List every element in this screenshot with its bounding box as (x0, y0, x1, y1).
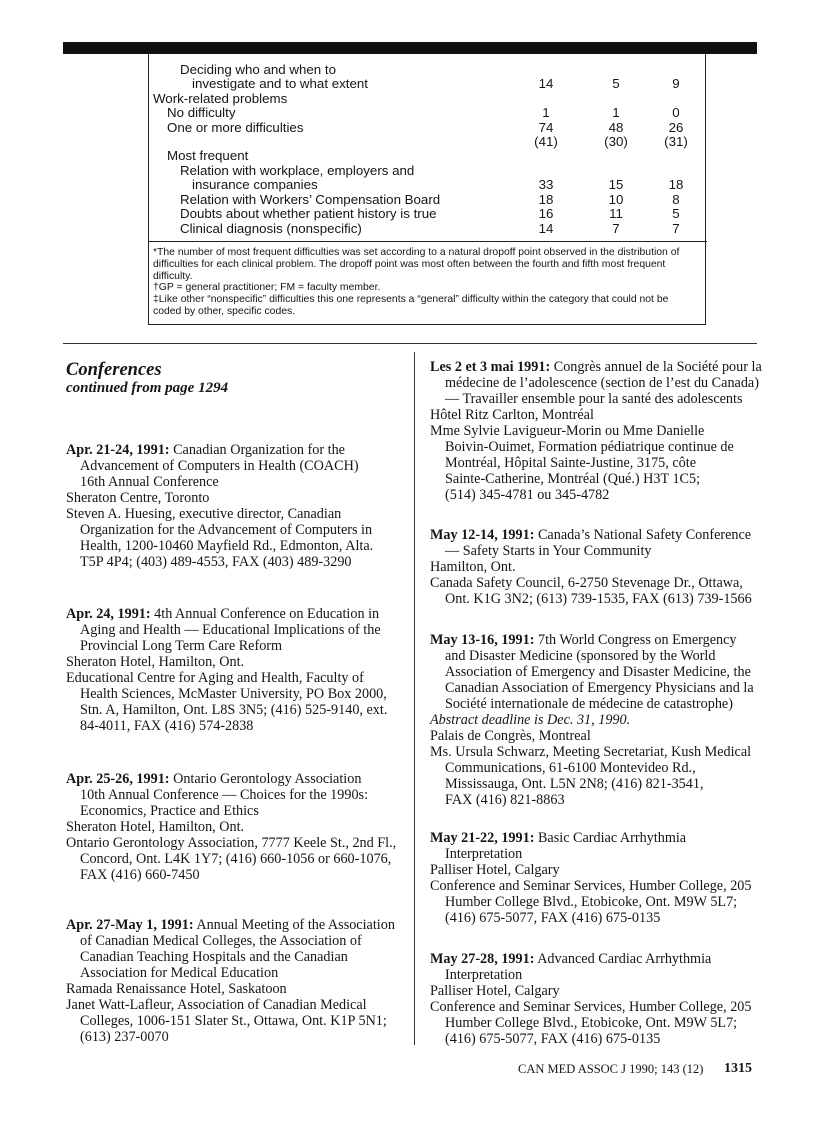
row-label: No difficulty (167, 105, 236, 121)
table-footnotes (153, 247, 679, 318)
conference-contact-line: 84-4011, FAX (416) 574-2838 (80, 718, 254, 734)
conference-title-line (430, 632, 754, 648)
value-col-2: 11 (609, 206, 623, 222)
row-label: investigate and to what extent (192, 76, 368, 92)
row-label: Relation with Workers’ Compensation Board (180, 191, 441, 207)
conference-contact-line: FAX (416) 660-7450 (80, 867, 200, 883)
table-row (0, 164, 816, 178)
conference-date: May 27-28, 1991: (430, 951, 535, 967)
footnote: ‡Like other “nonspecific” difficulties this one represents a “general” difficulty within the category that could not be (153, 294, 669, 306)
conference-title-line: Advancement of Computers in Health (COACH) (80, 458, 359, 474)
conference-title-line (66, 917, 395, 933)
conference-date: May 21-22, 1991: (430, 830, 535, 846)
conference-contact-line: Conference and Seminar Services, Humber College, 205 (430, 878, 752, 894)
conference-title-line: Interpretation (445, 846, 523, 862)
conference-contact-line: T5P 4P4; (403) 489-4553, FAX (403) 489-3290 (80, 554, 352, 570)
conference-date: May 13-16, 1991: (430, 632, 535, 648)
table-row (0, 92, 816, 106)
row-label: Work-related problems (153, 90, 288, 106)
conference-contact-line: FAX (416) 821-8863 (445, 792, 565, 808)
conference-contact-line: Janet Watt-Lafleur, Association of Canadian Medical (66, 997, 367, 1013)
conference-entry (66, 917, 395, 1045)
table-footnote-separator (148, 241, 707, 242)
conference-title-line: — Safety Starts in Your Community (445, 543, 652, 559)
footnote: difficulty. (153, 270, 193, 282)
row-label: insurance companies (192, 177, 318, 193)
table-row (0, 135, 816, 149)
conference-title-line: 10th Annual Conference — Choices for the 1990s: (80, 787, 369, 803)
value-col-1: 14 (538, 220, 554, 236)
conference-contact-line: Montréal, Hôpital Sainte-Justine, 3175, côte (445, 455, 696, 471)
value-col-1: 18 (538, 191, 554, 207)
conference-title: Annual Meeting of the Association (196, 917, 395, 933)
conference-title-line: and Disaster Medicine (sponsored by the World (445, 648, 716, 664)
conference-contact-line: Sainte-Catherine, Montréal (Qué.) H3T 1C5; (445, 471, 701, 487)
conference-venue: Hôtel Ritz Carlton, Montréal (430, 407, 594, 423)
conference-date: Apr. 24, 1991: (66, 606, 151, 622)
conference-date: Apr. 25-26, 1991: (66, 771, 170, 787)
conference-contact-line: Educational Centre for Aging and Health, Faculty of (66, 670, 364, 686)
value-col-2: 10 (608, 191, 624, 207)
table-row (0, 106, 816, 120)
conference-date: Apr. 27-May 1, 1991: (66, 917, 194, 933)
row-label: Deciding who and when to (180, 61, 336, 77)
conference-title-line: Association for Medical Education (80, 965, 279, 981)
conference-contact-line: Health, 1200-10460 Mayfield Rd., Edmonton, Alta. (80, 538, 374, 554)
page-number: 1315 (724, 1061, 752, 1076)
conference-contact-line: Communications, 61-6100 Montevideo Rd., (445, 760, 696, 776)
table-row (0, 178, 816, 192)
conference-title-line (66, 442, 373, 458)
conference-date: Les 2 et 3 mai 1991: (430, 359, 551, 375)
conference-venue: Hamilton, Ont. (430, 559, 516, 575)
conference-contact-line: Ms. Ursula Schwarz, Meeting Secretariat, Kush Medical (430, 744, 752, 760)
conference-title-line: médecine de l’adolescence (section de l’est du Canada) (445, 375, 759, 391)
row-label: Clinical diagnosis (nonspecific) (180, 220, 362, 236)
conference-contact-line: Concord, Ont. L4K 1Y7; (416) 660-1056 or 660-1076, (80, 851, 392, 867)
table-row (0, 207, 816, 221)
conference-contact-line: (416) 675-5077, FAX (416) 675-0135 (445, 910, 661, 926)
value-col-3: 5 (672, 206, 680, 222)
conference-venue: Palliser Hotel, Calgary (430, 983, 560, 999)
conference-title: Advanced Cardiac Arrhythmia (537, 951, 712, 967)
conference-entry (430, 632, 754, 808)
row-label: Relation with workplace, employers and (180, 162, 415, 178)
conference-title-line: of Canadian Medical Colleges, the Association of (80, 933, 362, 949)
table-row (0, 222, 816, 236)
value-col-3: 0 (672, 105, 680, 121)
value-col-2: 7 (612, 220, 620, 236)
footnote: †GP = general practitioner; FM = faculty member. (153, 282, 381, 294)
conference-contact-line: Organization for the Advancement of Computers in (80, 522, 373, 538)
conference-entry (430, 527, 752, 607)
value-col-2: 15 (608, 177, 624, 193)
conference-title-line (430, 359, 762, 375)
value-col-3: 8 (672, 191, 680, 207)
footnote: coded by other, specific codes. (153, 305, 296, 317)
conference-venue: Sheraton Centre, Toronto (66, 490, 210, 506)
value-col-1: (41) (534, 133, 558, 149)
footnote: *The number of most frequent difficulties was set according to a natural dropoff point observed in the distribution of (153, 247, 680, 258)
conference-title-line (66, 771, 396, 787)
conference-title-line: Interpretation (445, 967, 523, 983)
conference-venue: Sheraton Hotel, Hamilton, Ont. (66, 819, 245, 835)
conference-title: Canada’s National Safety Conference (537, 527, 752, 543)
value-col-3: 9 (672, 76, 680, 92)
table-row (0, 77, 816, 91)
value-col-1: 33 (538, 177, 554, 193)
table-row (0, 193, 816, 207)
conference-contact-line: Humber College Blvd., Etobicoke, Ont. M9W 5L7; (445, 894, 738, 910)
footer-citation: CAN MED ASSOC J 1990; 143 (12) (518, 1062, 704, 1076)
conference-entry (430, 830, 751, 926)
table-row (0, 63, 816, 77)
value-col-3: 18 (668, 177, 684, 193)
value-col-2: 1 (612, 105, 620, 121)
conference-contact-line: Stn. A, Hamilton, Ont. L8S 3N5; (416) 525-9140, ext. (80, 702, 388, 718)
conference-contact-line: Canada Safety Council, 6-2750 Stevenage Dr., Ottawa, (430, 575, 743, 591)
conference-contact-line: Boivin-Ouimet, Formation pédiatrique continue de (445, 439, 734, 455)
conference-contact-line: Humber College Blvd., Etobicoke, Ont. M9W 5L7; (445, 1015, 738, 1031)
footnote: difficulties for each clinical problem. The dropoff point was most often between the fourth and fifth most frequent (153, 258, 666, 270)
conference-venue: Palliser Hotel, Calgary (430, 862, 560, 878)
value-col-1: 16 (538, 206, 554, 222)
conference-title-line (430, 951, 751, 967)
conference-title-line (66, 606, 387, 622)
value-col-1: 1 (542, 105, 550, 121)
conference-title-line: Aging and Health — Educational Implications of the (80, 622, 381, 638)
conference-title-line: Canadian Teaching Hospitals and the Canadian (80, 949, 348, 965)
conference-contact-line: Mme Sylvie Lavigueur-Morin ou Mme Danielle (430, 423, 705, 439)
conference-title-line (430, 830, 751, 846)
value-col-2: 5 (612, 76, 620, 92)
conference-title-line: Association of Emergency and Disaster Medicine, the (445, 664, 751, 680)
conference-entry (430, 951, 751, 1047)
conference-entry (66, 771, 396, 883)
conference-title: Basic Cardiac Arrhythmia (537, 830, 687, 846)
value-col-3: 7 (672, 220, 680, 236)
conference-venue: Palais de Congrès, Montreal (430, 728, 591, 744)
conference-contact-line: Steven A. Huesing, executive director, Canadian (66, 506, 342, 522)
conference-title-line: Provincial Long Term Care Reform (80, 638, 283, 654)
value-col-2: 48 (608, 119, 624, 135)
conference-contact-line: (416) 675-5077, FAX (416) 675-0135 (445, 1031, 661, 1047)
conference-contact-line: Ont. K1G 3N2; (613) 739-1535, FAX (613) 739-1566 (445, 591, 752, 607)
conference-date: Apr. 21-24, 1991: (66, 442, 170, 458)
row-label: Most frequent (167, 148, 249, 164)
continued-note: continued from page 1294 (66, 380, 229, 396)
abstract-deadline-note: Abstract deadline is Dec. 31, 1990. (430, 712, 631, 728)
conference-title-line: 16th Annual Conference (80, 474, 219, 490)
value-col-2: (30) (604, 133, 628, 149)
conference-contact-line: Health Sciences, McMaster University, PO Box 2000, (80, 686, 387, 702)
conference-title-line: Canadian Association of Emergency Physicians and la (445, 680, 754, 696)
conference-date: May 12-14, 1991: (430, 527, 535, 543)
conference-title-line: Société internationale de médecine de catastrophe) (445, 696, 733, 712)
conference-title: 4th Annual Conference on Education in (154, 606, 380, 622)
conference-venue: Ramada Renaissance Hotel, Saskatoon (66, 981, 287, 997)
conference-venue: Sheraton Hotel, Hamilton, Ont. (66, 654, 245, 670)
conference-title: Ontario Gerontology Association (173, 771, 362, 787)
section-rule (63, 343, 757, 344)
row-label: Doubts about whether patient history is true (180, 206, 437, 222)
conference-entry (430, 359, 762, 503)
conference-contact-line: (613) 237-0070 (80, 1029, 169, 1045)
conference-contact-line: Colleges, 1006-151 Slater St., Ottawa, Ont. K1P 5N1; (80, 1013, 387, 1029)
conference-entry (66, 442, 373, 570)
value-col-1: 14 (538, 76, 554, 92)
value-col-3: (31) (664, 133, 688, 149)
conference-contact-line: Mississauga, Ont. L5N 2N8; (416) 821-3541, (445, 776, 704, 792)
conference-entry (66, 606, 387, 734)
table-top-bar (63, 42, 757, 54)
conference-title-line: — Travailler ensemble pour la santé des adolescents (445, 391, 743, 407)
conference-contact-line: (514) 345-4781 ou 345-4782 (445, 487, 610, 503)
conference-title-line (430, 527, 752, 543)
conference-title: Canadian Organization for the (173, 442, 345, 458)
conference-contact-line: Conference and Seminar Services, Humber College, 205 (430, 999, 752, 1015)
conference-title-line: Economics, Practice and Ethics (80, 803, 259, 819)
conferences-heading: Conferences (66, 360, 162, 380)
conference-contact-line: Ontario Gerontology Association, 7777 Keele St., 2nd Fl., (66, 835, 397, 851)
conference-title: 7th World Congress on Emergency (537, 632, 737, 648)
conference-title: Congrès annuel de la Société pour la (553, 359, 762, 375)
row-label: One or more difficulties (167, 119, 304, 135)
table-row (0, 121, 816, 135)
value-col-3: 26 (668, 119, 684, 135)
table-row (0, 149, 816, 163)
column-divider (414, 352, 415, 1045)
value-col-1: 74 (538, 119, 554, 135)
difficulties-table-body (0, 63, 816, 236)
